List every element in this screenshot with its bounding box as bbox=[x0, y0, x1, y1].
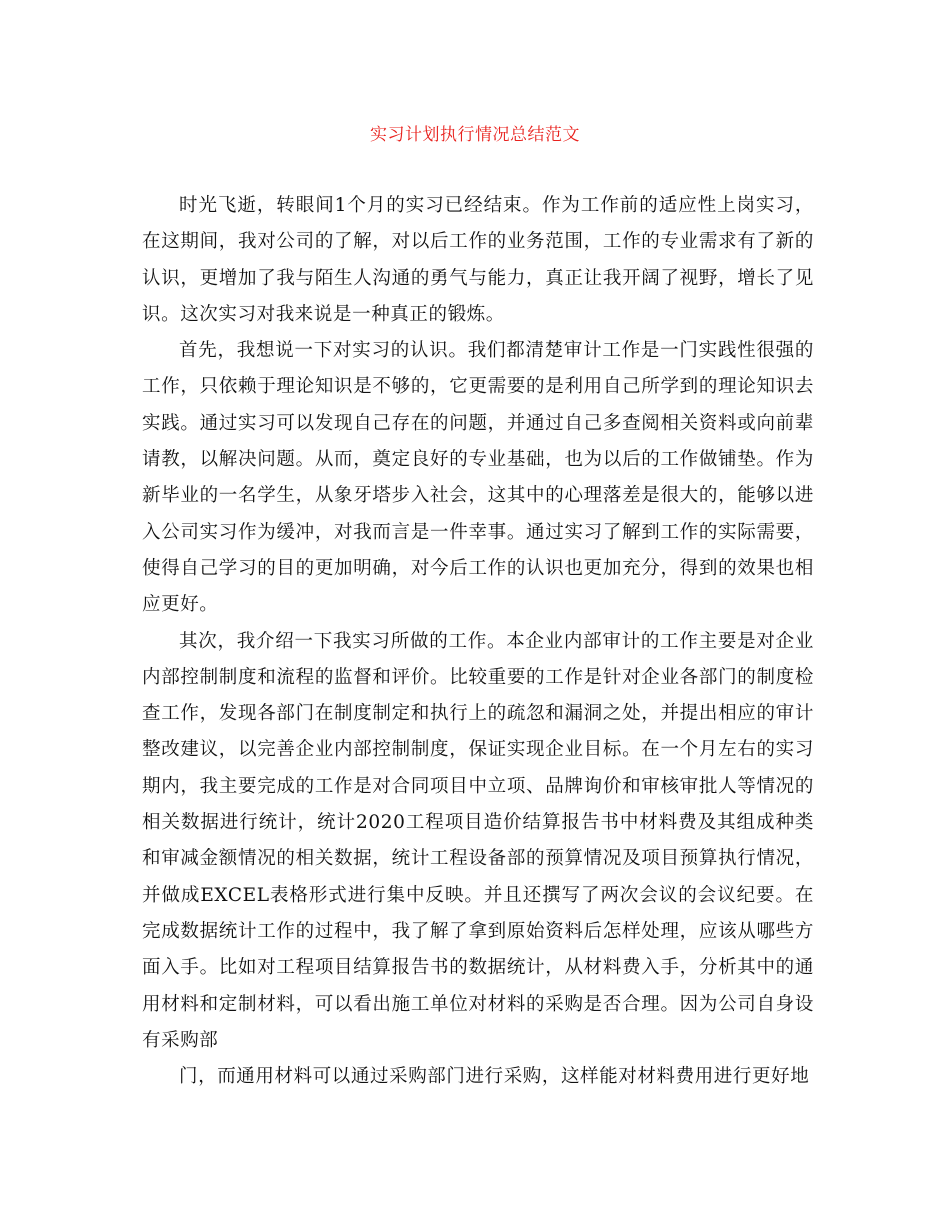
paragraph-1: 时光飞逝，转眼间1个月的实习已经结束。作为工作前的适应性上岗实习，在这期间，我对公司的了解，对以后工作的业务范围，工作的专业需求有了新的认识，更增加了我与陌生人沟通的勇气与能力，真正让我开阔了视野，增长了见识。这次实习对我来说是一种真正的锻炼。 bbox=[142, 195, 814, 325]
paragraph-4: 门，而通用材料可以通过采购部门进行采购，这样能对材料费用进行更好地 bbox=[179, 1066, 810, 1088]
document-title: 实习计划执行情况总结范文 bbox=[370, 125, 580, 145]
paragraph-2: 首先，我想说一下对实习的认识。我们都清楚审计工作是一门实践性很强的工作，只依赖于理论知识是不够的，它更需要的是利用自己所学到的理论知识去实践。通过实习可以发现自己存在的问题，并通过自己多查阅相关资料或向前辈请教，以解决问题。从而，奠定良好的专业基础，也为以后的工作做铺垫。作为新毕业的一名学生，从象牙塔步入社会，这其中的心理落差是很大的，能够以进入公司实习作为缓冲，对我而言是一件幸事。通过实习了解到工作的实际需要，使得自己学习的目的更加明确，对今后工作的认识也更加充分，得到的效果也相应更好。 bbox=[142, 340, 814, 616]
paragraph-3: 其次，我介绍一下我实习所做的工作。本企业内部审计的工作主要是对企业内部控制制度和流程的监督和评价。比较重要的工作是针对企业各部门的制度检查工作，发现各部门在制度制定和执行上的疏忽和漏洞之处，并提出相应的审计整改建议，以完善企业内部控制制度，保证实现企业目标。在一个月左右的实习期内，我主要完成的工作是对合同项目中立项、品牌询价和审核审批人等情况的相关数据进行统计，统计2020工程项目造价结算报告书中材料费及其组成种类和审减金额情况的相关数据，统计工程设备部的预算情况及项目预算执行情况，并做成EXCEL表格形式进行集中反映。并且还撰写了两次会议的会议纪要。在完成数据统计工作的过程中，我了解了拿到原始资料后怎样处理，应该从哪些方面入手。比如对工程项目结算报告书的数据统计，从材料费入手，分析其中的通用材料和定制材料，可以看出施工单位对材料的采购是否合理。因为公司自身设有采购部 bbox=[142, 630, 814, 1051]
document-body bbox=[142, 188, 814, 1095]
